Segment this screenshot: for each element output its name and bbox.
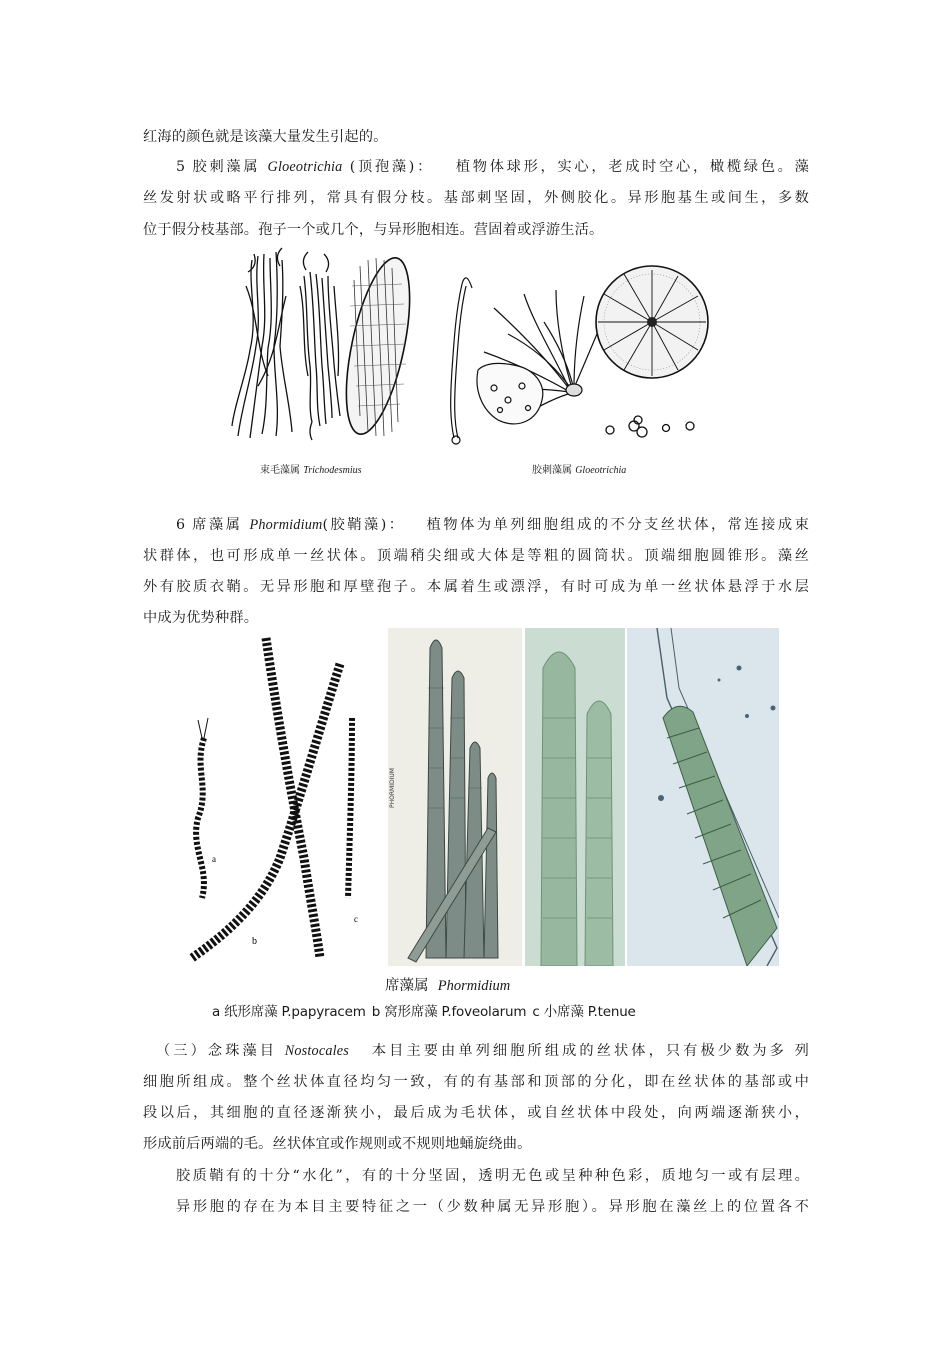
title-latin: Phormidium (437, 978, 511, 994)
genus-name-latin: Gloeotrichia (267, 159, 343, 175)
text-span: 外有胶质衣鞘。无异形胞和厚壁孢子。本属着生或漂浮，有时可成为单一丝状体悬浮于水层 (143, 579, 809, 595)
item-number: 6 (176, 517, 186, 533)
text-line (143, 546, 809, 566)
text-line (143, 1072, 809, 1092)
species-c: c 小席藻 P.tenue (532, 1004, 636, 1020)
text-span: 植物体为单列细胞组成的不分支丝状体，常连接成束 (426, 517, 809, 533)
text-line (176, 1197, 809, 1217)
figure2-title (385, 974, 510, 995)
text-span: 异形胞的存在为本目主要特征之一（少数种属无异形胞）。异形胞在藻丝上的位置各不 (176, 1199, 809, 1215)
text-span: 段以后，其细胞的直径逐渐狭小，最后成为毛状体，或自丝状体中段处，向两端逐渐狭小， (143, 1105, 809, 1121)
title-cn: 席藻属 (385, 978, 429, 994)
phormidium-micrograph-panel-2 (627, 628, 779, 966)
genus-name-cn: 席藻属 (192, 517, 243, 533)
phormidium-micrograph-panel-1 (525, 628, 625, 966)
text-line (143, 1103, 809, 1123)
order-name-latin: Nostocales (284, 1043, 349, 1059)
text-span: 本目主要由单列细胞所组成的丝状体，只有极少数为多 列 (371, 1043, 809, 1059)
text-line (176, 157, 809, 177)
text-span: 丝发射状或略平行排列，常具有假分枝。基部刺坚固，外侧胶化。异形胞基生或间生，多数 (143, 190, 809, 206)
text-span: 植物体球形，实心，老成时空心，橄榄绿色。藻 (455, 159, 809, 175)
text-line (176, 1166, 809, 1186)
figure-caption-right (532, 461, 626, 476)
text-span: 红海的颜色就是该藻大量发生引起的。 (143, 129, 388, 145)
gloeotrichia-illustration (438, 260, 710, 446)
text-line (143, 577, 809, 597)
text-line (143, 220, 603, 240)
species-b: b 窝形席藻 P.foveolarum (371, 1004, 527, 1020)
text-line (143, 188, 809, 208)
genus-name-cn: 胶刺藻属 (192, 159, 261, 175)
trichodesmius-illustration (228, 246, 414, 446)
text-line (143, 127, 388, 147)
figure2-subtitle (212, 1000, 638, 1020)
caption-cn: 胶刺藻属 (532, 465, 572, 476)
figure-caption-left (260, 461, 362, 476)
panel-label-b: b (252, 936, 257, 947)
genus-alias: (胶鞘藻)： (322, 517, 406, 533)
text-span: 位于假分枝基部。孢子一个或几个，与异形胞相连。营固着或浮游生活。 (143, 222, 604, 238)
phormidium-drawing-panel (180, 628, 386, 966)
panel-label-c: c (354, 914, 358, 924)
genus-name-latin: Phormidium (249, 517, 323, 533)
text-span: 形成前后两端的毛。丝状体宜或作规则或不规则地蛹旋绕曲。 (143, 1136, 532, 1152)
species-a: a 纸形席藻 P.papyracem (212, 1004, 366, 1020)
text-span: 胶质鞘有的十分“水化”，有的十分坚固，透明无色或呈种种色彩，质地匀一或有层理。 (176, 1168, 809, 1184)
text-span: 状群体，也可形成单一丝状体。顶端稍尖细或大体是等粗的圆筒状。顶端细胞圆锥形。藻丝 (143, 548, 809, 564)
text-span: 中成为优势种群。 (143, 610, 259, 626)
caption-latin: Gloeotrichia (575, 465, 627, 476)
caption-latin: Trichodesmius (303, 465, 362, 476)
panel-label-a: a (212, 854, 216, 864)
phormidium-plate-panel (388, 628, 522, 966)
text-line (156, 1041, 809, 1061)
plate-side-label: PHORMIDIUM (389, 768, 396, 808)
text-line (143, 608, 258, 628)
genus-alias: (顶孢藻)： (349, 159, 435, 175)
text-line (143, 1134, 531, 1154)
section-heading: （三）念珠藻目 (156, 1043, 278, 1059)
caption-cn: 束毛藻属 (260, 465, 300, 476)
text-line (176, 515, 809, 535)
text-span: 细胞所组成。整个丝状体直径均匀一致，有的有基部和顶部的分化，即在丝状体的基部或中 (143, 1074, 809, 1090)
item-number: 5 (176, 159, 186, 175)
